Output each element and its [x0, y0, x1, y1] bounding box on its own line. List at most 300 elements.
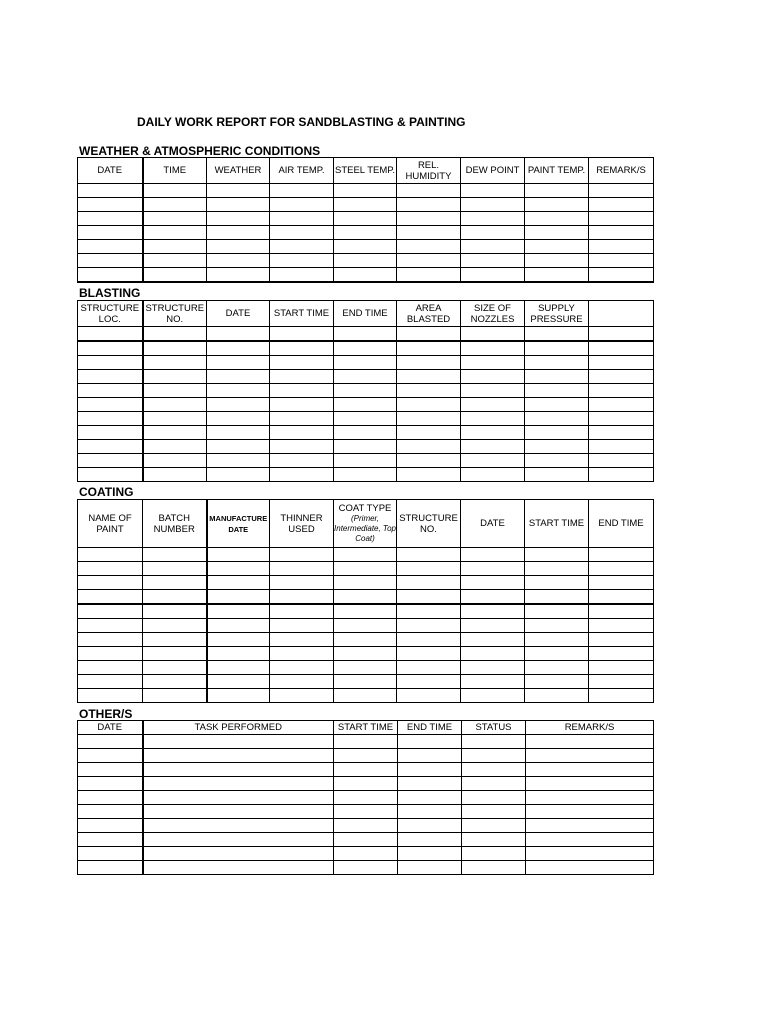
others-cell[interactable] [462, 861, 526, 875]
others-cell[interactable] [143, 833, 334, 847]
coating-cell[interactable] [461, 647, 525, 661]
blasting-cell[interactable] [270, 398, 334, 412]
weather-cell[interactable] [270, 212, 334, 226]
blasting-cell[interactable] [334, 412, 397, 426]
blasting-cell[interactable] [397, 327, 461, 342]
coating-cell[interactable] [461, 689, 525, 703]
blasting-cell[interactable] [397, 370, 461, 384]
coating-cell[interactable] [78, 689, 143, 703]
weather-cell[interactable] [397, 184, 461, 198]
coating-cell[interactable] [207, 689, 270, 703]
weather-cell[interactable] [589, 184, 654, 198]
blasting-cell[interactable] [397, 412, 461, 426]
others-cell[interactable] [78, 763, 143, 777]
blasting-cell[interactable] [461, 412, 525, 426]
coating-cell[interactable] [143, 661, 207, 675]
others-cell[interactable] [398, 777, 462, 791]
coating-cell[interactable] [78, 562, 143, 576]
weather-cell[interactable] [207, 198, 270, 212]
weather-cell[interactable] [461, 198, 525, 212]
blasting-cell[interactable] [334, 426, 397, 440]
coating-cell[interactable] [207, 647, 270, 661]
blasting-cell[interactable] [461, 327, 525, 342]
weather-cell[interactable] [589, 268, 654, 283]
blasting-cell[interactable] [589, 398, 654, 412]
coating-cell[interactable] [270, 548, 334, 562]
blasting-cell[interactable] [589, 370, 654, 384]
others-cell[interactable] [78, 735, 143, 749]
others-cell[interactable] [398, 805, 462, 819]
weather-cell[interactable] [207, 212, 270, 226]
blasting-cell[interactable] [207, 327, 270, 342]
weather-cell[interactable] [525, 268, 589, 283]
blasting-cell[interactable] [525, 454, 589, 468]
blasting-cell[interactable] [397, 454, 461, 468]
blasting-cell[interactable] [143, 398, 207, 412]
others-cell[interactable] [526, 805, 654, 819]
blasting-cell[interactable] [334, 370, 397, 384]
blasting-cell[interactable] [270, 468, 334, 482]
coating-cell[interactable] [525, 675, 589, 689]
blasting-cell[interactable] [270, 426, 334, 440]
blasting-cell[interactable] [397, 341, 461, 356]
coating-cell[interactable] [525, 689, 589, 703]
blasting-cell[interactable] [143, 327, 207, 342]
blasting-cell[interactable] [78, 341, 143, 356]
coating-cell[interactable] [589, 647, 654, 661]
coating-cell[interactable] [270, 675, 334, 689]
weather-cell[interactable] [334, 212, 397, 226]
coating-cell[interactable] [143, 604, 207, 619]
weather-cell[interactable] [207, 268, 270, 283]
others-cell[interactable] [334, 847, 398, 861]
coating-cell[interactable] [525, 548, 589, 562]
weather-cell[interactable] [334, 268, 397, 283]
weather-cell[interactable] [78, 184, 143, 198]
others-cell[interactable] [334, 819, 398, 833]
others-cell[interactable] [334, 777, 398, 791]
coating-cell[interactable] [334, 619, 397, 633]
others-cell[interactable] [143, 735, 334, 749]
blasting-cell[interactable] [397, 440, 461, 454]
others-cell[interactable] [398, 735, 462, 749]
coating-cell[interactable] [461, 633, 525, 647]
coating-cell[interactable] [207, 619, 270, 633]
blasting-cell[interactable] [334, 454, 397, 468]
blasting-cell[interactable] [461, 426, 525, 440]
weather-cell[interactable] [78, 212, 143, 226]
blasting-cell[interactable] [589, 426, 654, 440]
weather-cell[interactable] [589, 198, 654, 212]
others-cell[interactable] [398, 847, 462, 861]
others-cell[interactable] [78, 777, 143, 791]
others-cell[interactable] [462, 735, 526, 749]
coating-cell[interactable] [270, 576, 334, 590]
coating-cell[interactable] [589, 604, 654, 619]
weather-cell[interactable] [589, 240, 654, 254]
blasting-cell[interactable] [143, 454, 207, 468]
weather-cell[interactable] [525, 184, 589, 198]
coating-cell[interactable] [143, 576, 207, 590]
coating-cell[interactable] [589, 548, 654, 562]
others-cell[interactable] [143, 819, 334, 833]
weather-cell[interactable] [143, 268, 207, 283]
coating-cell[interactable] [334, 576, 397, 590]
blasting-cell[interactable] [461, 440, 525, 454]
coating-cell[interactable] [143, 689, 207, 703]
others-cell[interactable] [143, 749, 334, 763]
others-cell[interactable] [78, 833, 143, 847]
coating-cell[interactable] [589, 661, 654, 675]
blasting-cell[interactable] [207, 398, 270, 412]
others-cell[interactable] [143, 763, 334, 777]
weather-cell[interactable] [78, 254, 143, 268]
coating-cell[interactable] [589, 619, 654, 633]
weather-cell[interactable] [78, 268, 143, 283]
blasting-cell[interactable] [207, 426, 270, 440]
others-cell[interactable] [462, 777, 526, 791]
blasting-cell[interactable] [334, 440, 397, 454]
others-cell[interactable] [334, 763, 398, 777]
coating-cell[interactable] [207, 548, 270, 562]
coating-cell[interactable] [397, 675, 461, 689]
blasting-cell[interactable] [270, 356, 334, 370]
blasting-cell[interactable] [78, 440, 143, 454]
blasting-cell[interactable] [397, 426, 461, 440]
coating-cell[interactable] [525, 661, 589, 675]
coating-cell[interactable] [589, 576, 654, 590]
coating-cell[interactable] [334, 647, 397, 661]
coating-cell[interactable] [207, 604, 270, 619]
weather-cell[interactable] [461, 184, 525, 198]
others-cell[interactable] [526, 833, 654, 847]
blasting-cell[interactable] [334, 468, 397, 482]
weather-cell[interactable] [397, 226, 461, 240]
weather-cell[interactable] [461, 254, 525, 268]
others-cell[interactable] [78, 861, 143, 875]
blasting-cell[interactable] [525, 341, 589, 356]
coating-cell[interactable] [270, 661, 334, 675]
coating-cell[interactable] [525, 562, 589, 576]
weather-cell[interactable] [78, 198, 143, 212]
blasting-cell[interactable] [270, 440, 334, 454]
coating-cell[interactable] [589, 590, 654, 605]
others-cell[interactable] [462, 763, 526, 777]
blasting-cell[interactable] [143, 412, 207, 426]
blasting-cell[interactable] [525, 412, 589, 426]
blasting-cell[interactable] [334, 398, 397, 412]
blasting-cell[interactable] [143, 384, 207, 398]
coating-cell[interactable] [589, 633, 654, 647]
blasting-cell[interactable] [143, 356, 207, 370]
blasting-cell[interactable] [589, 454, 654, 468]
coating-cell[interactable] [397, 576, 461, 590]
coating-cell[interactable] [461, 675, 525, 689]
blasting-cell[interactable] [461, 384, 525, 398]
blasting-cell[interactable] [143, 341, 207, 356]
coating-cell[interactable] [397, 619, 461, 633]
blasting-cell[interactable] [270, 384, 334, 398]
blasting-cell[interactable] [461, 468, 525, 482]
others-cell[interactable] [334, 749, 398, 763]
weather-cell[interactable] [334, 254, 397, 268]
weather-cell[interactable] [461, 268, 525, 283]
weather-cell[interactable] [461, 240, 525, 254]
blasting-cell[interactable] [143, 426, 207, 440]
blasting-cell[interactable] [525, 440, 589, 454]
coating-cell[interactable] [397, 590, 461, 605]
blasting-cell[interactable] [207, 412, 270, 426]
coating-cell[interactable] [334, 604, 397, 619]
coating-cell[interactable] [143, 590, 207, 605]
coating-cell[interactable] [589, 689, 654, 703]
weather-cell[interactable] [143, 198, 207, 212]
blasting-cell[interactable] [207, 356, 270, 370]
weather-cell[interactable] [143, 240, 207, 254]
coating-cell[interactable] [397, 633, 461, 647]
coating-cell[interactable] [207, 661, 270, 675]
blasting-cell[interactable] [78, 412, 143, 426]
blasting-cell[interactable] [589, 327, 654, 342]
others-cell[interactable] [398, 749, 462, 763]
coating-cell[interactable] [78, 633, 143, 647]
others-cell[interactable] [78, 805, 143, 819]
coating-cell[interactable] [334, 633, 397, 647]
blasting-cell[interactable] [78, 370, 143, 384]
blasting-cell[interactable] [589, 341, 654, 356]
coating-cell[interactable] [207, 590, 270, 605]
coating-cell[interactable] [589, 562, 654, 576]
coating-cell[interactable] [270, 590, 334, 605]
blasting-cell[interactable] [270, 341, 334, 356]
coating-cell[interactable] [270, 619, 334, 633]
blasting-cell[interactable] [334, 356, 397, 370]
blasting-cell[interactable] [525, 370, 589, 384]
blasting-cell[interactable] [461, 454, 525, 468]
blasting-cell[interactable] [525, 398, 589, 412]
blasting-cell[interactable] [270, 370, 334, 384]
blasting-cell[interactable] [397, 384, 461, 398]
coating-cell[interactable] [270, 633, 334, 647]
weather-cell[interactable] [397, 240, 461, 254]
coating-cell[interactable] [461, 604, 525, 619]
coating-cell[interactable] [525, 647, 589, 661]
others-cell[interactable] [526, 749, 654, 763]
others-cell[interactable] [334, 735, 398, 749]
weather-cell[interactable] [525, 240, 589, 254]
blasting-cell[interactable] [78, 426, 143, 440]
weather-cell[interactable] [78, 240, 143, 254]
blasting-cell[interactable] [78, 384, 143, 398]
coating-cell[interactable] [334, 689, 397, 703]
coating-cell[interactable] [78, 675, 143, 689]
coating-cell[interactable] [397, 689, 461, 703]
weather-cell[interactable] [589, 212, 654, 226]
weather-cell[interactable] [397, 268, 461, 283]
coating-cell[interactable] [207, 576, 270, 590]
coating-cell[interactable] [143, 548, 207, 562]
others-cell[interactable] [78, 749, 143, 763]
others-cell[interactable] [398, 833, 462, 847]
weather-cell[interactable] [270, 198, 334, 212]
blasting-cell[interactable] [143, 440, 207, 454]
blasting-cell[interactable] [207, 384, 270, 398]
blasting-cell[interactable] [397, 356, 461, 370]
others-cell[interactable] [462, 791, 526, 805]
weather-cell[interactable] [270, 240, 334, 254]
others-cell[interactable] [526, 861, 654, 875]
blasting-cell[interactable] [461, 341, 525, 356]
coating-cell[interactable] [397, 604, 461, 619]
coating-cell[interactable] [334, 675, 397, 689]
weather-cell[interactable] [525, 212, 589, 226]
blasting-cell[interactable] [525, 327, 589, 342]
others-cell[interactable] [78, 791, 143, 805]
others-cell[interactable] [143, 791, 334, 805]
weather-cell[interactable] [270, 268, 334, 283]
weather-cell[interactable] [589, 226, 654, 240]
weather-cell[interactable] [207, 254, 270, 268]
blasting-cell[interactable] [461, 370, 525, 384]
others-cell[interactable] [526, 777, 654, 791]
coating-cell[interactable] [143, 633, 207, 647]
weather-cell[interactable] [397, 198, 461, 212]
coating-cell[interactable] [143, 562, 207, 576]
others-cell[interactable] [526, 763, 654, 777]
coating-cell[interactable] [397, 562, 461, 576]
others-cell[interactable] [526, 735, 654, 749]
coating-cell[interactable] [525, 604, 589, 619]
coating-cell[interactable] [78, 604, 143, 619]
others-cell[interactable] [334, 791, 398, 805]
weather-cell[interactable] [207, 184, 270, 198]
weather-cell[interactable] [207, 226, 270, 240]
others-cell[interactable] [462, 847, 526, 861]
coating-cell[interactable] [334, 590, 397, 605]
blasting-cell[interactable] [334, 384, 397, 398]
coating-cell[interactable] [78, 576, 143, 590]
weather-cell[interactable] [397, 212, 461, 226]
blasting-cell[interactable] [461, 356, 525, 370]
coating-cell[interactable] [334, 661, 397, 675]
weather-cell[interactable] [334, 198, 397, 212]
coating-cell[interactable] [78, 590, 143, 605]
blasting-cell[interactable] [270, 327, 334, 342]
blasting-cell[interactable] [78, 327, 143, 342]
blasting-cell[interactable] [143, 370, 207, 384]
blasting-cell[interactable] [143, 468, 207, 482]
coating-cell[interactable] [270, 689, 334, 703]
blasting-cell[interactable] [589, 384, 654, 398]
weather-cell[interactable] [78, 226, 143, 240]
others-cell[interactable] [334, 833, 398, 847]
blasting-cell[interactable] [207, 370, 270, 384]
weather-cell[interactable] [270, 254, 334, 268]
weather-cell[interactable] [270, 226, 334, 240]
others-cell[interactable] [526, 847, 654, 861]
coating-cell[interactable] [143, 675, 207, 689]
others-cell[interactable] [143, 861, 334, 875]
coating-cell[interactable] [589, 675, 654, 689]
coating-cell[interactable] [270, 604, 334, 619]
weather-cell[interactable] [397, 254, 461, 268]
coating-cell[interactable] [461, 562, 525, 576]
blasting-cell[interactable] [397, 398, 461, 412]
coating-cell[interactable] [525, 619, 589, 633]
coating-cell[interactable] [525, 633, 589, 647]
blasting-cell[interactable] [78, 454, 143, 468]
coating-cell[interactable] [78, 661, 143, 675]
weather-cell[interactable] [461, 226, 525, 240]
blasting-cell[interactable] [589, 356, 654, 370]
coating-cell[interactable] [78, 647, 143, 661]
others-cell[interactable] [398, 791, 462, 805]
coating-cell[interactable] [143, 619, 207, 633]
coating-cell[interactable] [461, 619, 525, 633]
blasting-cell[interactable] [78, 468, 143, 482]
weather-cell[interactable] [589, 254, 654, 268]
coating-cell[interactable] [270, 647, 334, 661]
blasting-cell[interactable] [461, 398, 525, 412]
coating-cell[interactable] [397, 548, 461, 562]
blasting-cell[interactable] [589, 440, 654, 454]
blasting-cell[interactable] [207, 454, 270, 468]
others-cell[interactable] [462, 833, 526, 847]
weather-cell[interactable] [334, 184, 397, 198]
coating-cell[interactable] [461, 590, 525, 605]
weather-cell[interactable] [334, 226, 397, 240]
coating-cell[interactable] [334, 562, 397, 576]
coating-cell[interactable] [78, 619, 143, 633]
blasting-cell[interactable] [334, 341, 397, 356]
others-cell[interactable] [143, 805, 334, 819]
blasting-cell[interactable] [525, 468, 589, 482]
blasting-cell[interactable] [525, 426, 589, 440]
blasting-cell[interactable] [397, 468, 461, 482]
coating-cell[interactable] [397, 647, 461, 661]
coating-cell[interactable] [525, 576, 589, 590]
weather-cell[interactable] [143, 184, 207, 198]
coating-cell[interactable] [461, 576, 525, 590]
others-cell[interactable] [78, 819, 143, 833]
blasting-cell[interactable] [589, 468, 654, 482]
blasting-cell[interactable] [589, 412, 654, 426]
coating-cell[interactable] [525, 590, 589, 605]
others-cell[interactable] [462, 749, 526, 763]
blasting-cell[interactable] [78, 398, 143, 412]
blasting-cell[interactable] [207, 468, 270, 482]
blasting-cell[interactable] [270, 454, 334, 468]
others-cell[interactable] [398, 861, 462, 875]
others-cell[interactable] [398, 819, 462, 833]
weather-cell[interactable] [525, 198, 589, 212]
others-cell[interactable] [143, 847, 334, 861]
blasting-cell[interactable] [525, 356, 589, 370]
coating-cell[interactable] [78, 548, 143, 562]
others-cell[interactable] [526, 791, 654, 805]
weather-cell[interactable] [143, 226, 207, 240]
weather-cell[interactable] [525, 254, 589, 268]
blasting-cell[interactable] [78, 356, 143, 370]
blasting-cell[interactable] [334, 327, 397, 342]
coating-cell[interactable] [143, 647, 207, 661]
coating-cell[interactable] [461, 548, 525, 562]
others-cell[interactable] [334, 861, 398, 875]
others-cell[interactable] [143, 777, 334, 791]
coating-cell[interactable] [207, 633, 270, 647]
blasting-cell[interactable] [525, 384, 589, 398]
weather-cell[interactable] [334, 240, 397, 254]
